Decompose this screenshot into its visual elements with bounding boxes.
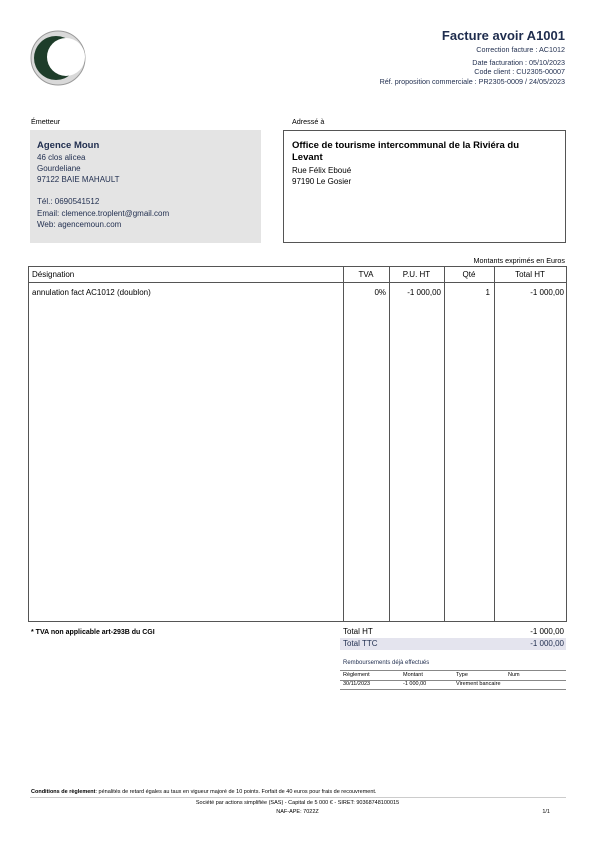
row-tva: 0% <box>374 288 386 297</box>
total-ttc-label: Total TTC <box>343 639 378 648</box>
refunds-title: Remboursements déjà effectués <box>343 660 430 666</box>
company-legal-line: Société par actions simplifiée (SAS) - Capital de 5 000 € - SIRET: 90368748100015 <box>195 800 400 806</box>
row-designation: annulation fact AC1012 (doublon) <box>32 288 151 297</box>
total-ttc-row <box>340 638 566 650</box>
invoice-title: Facture avoir A1001 <box>441 28 565 43</box>
issuer-label: Émetteur <box>31 117 61 126</box>
refund-type: Virement bancaire <box>456 681 501 687</box>
conditions-label: Conditions de règlement <box>31 789 96 795</box>
total-ttc-value: -1 000,00 <box>530 639 564 648</box>
recipient-city: 97190 Le Gosier <box>292 177 352 186</box>
refunds-header <box>340 672 566 680</box>
proposal-ref: Réf. proposition commerciale : PR2305-0009 / 24/05/2023 <box>379 77 565 86</box>
issuer-address2: Gourdeliane <box>37 164 81 173</box>
table-row <box>340 681 566 689</box>
col-qty: Qté <box>462 270 476 279</box>
issuer-city: 97122 BAIE MAHAULT <box>37 175 120 184</box>
conditions-text: : pénalités de retard égales au taux en vigueur majoré de 10 points. Forfait de 40 euros pour frais de recouvrement. <box>95 789 377 795</box>
issuer-phone: Tél.: 0690541512 <box>37 197 100 206</box>
payment-conditions <box>31 789 376 795</box>
refunds-col-num: Num <box>508 672 520 678</box>
col-tva: TVA <box>358 270 374 279</box>
issuer-email: Email: clemence.troplent@gmail.com <box>37 209 170 218</box>
correction-ref: Correction facture : AC1012 <box>476 45 565 54</box>
naf-line: NAF-APE: 7022Z <box>276 809 319 815</box>
row-qty: 1 <box>485 288 490 297</box>
client-code: Code client : CU2305-00007 <box>474 67 565 76</box>
issuer-web: Web: agencemoun.com <box>37 220 122 229</box>
issuer-box <box>30 130 261 243</box>
recipient-name-line1: Office de tourisme intercommunal de la Riviéra du <box>292 140 520 151</box>
recipient-street: Rue Félix Eboué <box>292 166 352 175</box>
row-total-ht: -1 000,00 <box>530 288 564 297</box>
recipient-box <box>283 130 566 243</box>
issuer-address1: 46 clos alicea <box>37 153 86 162</box>
col-pu-ht: P.U. HT <box>402 270 431 279</box>
invoice-lines-table <box>28 266 567 622</box>
refund-amount: -1 000,00 <box>403 681 427 687</box>
col-total-ht: Total HT <box>515 270 545 279</box>
refunds-col-montant: Montant <box>403 672 423 678</box>
page-number: 1/1 <box>542 809 550 815</box>
vat-note: * TVA non applicable art-293B du CGI <box>31 629 155 636</box>
recipient-name-line2: Levant <box>292 152 323 163</box>
issuer-name: Agence Moun <box>37 140 100 151</box>
refunds-col-reglement: Règlement <box>343 672 370 678</box>
refunds-col-type: Type <box>456 672 468 678</box>
row-pu-ht: -1 000,00 <box>407 288 441 297</box>
company-logo <box>30 30 86 86</box>
total-ht-value: -1 000,00 <box>530 627 564 636</box>
recipient-label: Adressé à <box>292 117 325 126</box>
refund-date: 30/11/2023 <box>343 681 371 687</box>
currency-note: Montants exprimés en Euros <box>473 256 565 265</box>
invoice-date: Date facturation : 05/10/2023 <box>472 58 565 67</box>
total-ht-label: Total HT <box>343 627 373 636</box>
total-ht-row <box>340 626 566 638</box>
col-designation: Désignation <box>32 270 75 279</box>
